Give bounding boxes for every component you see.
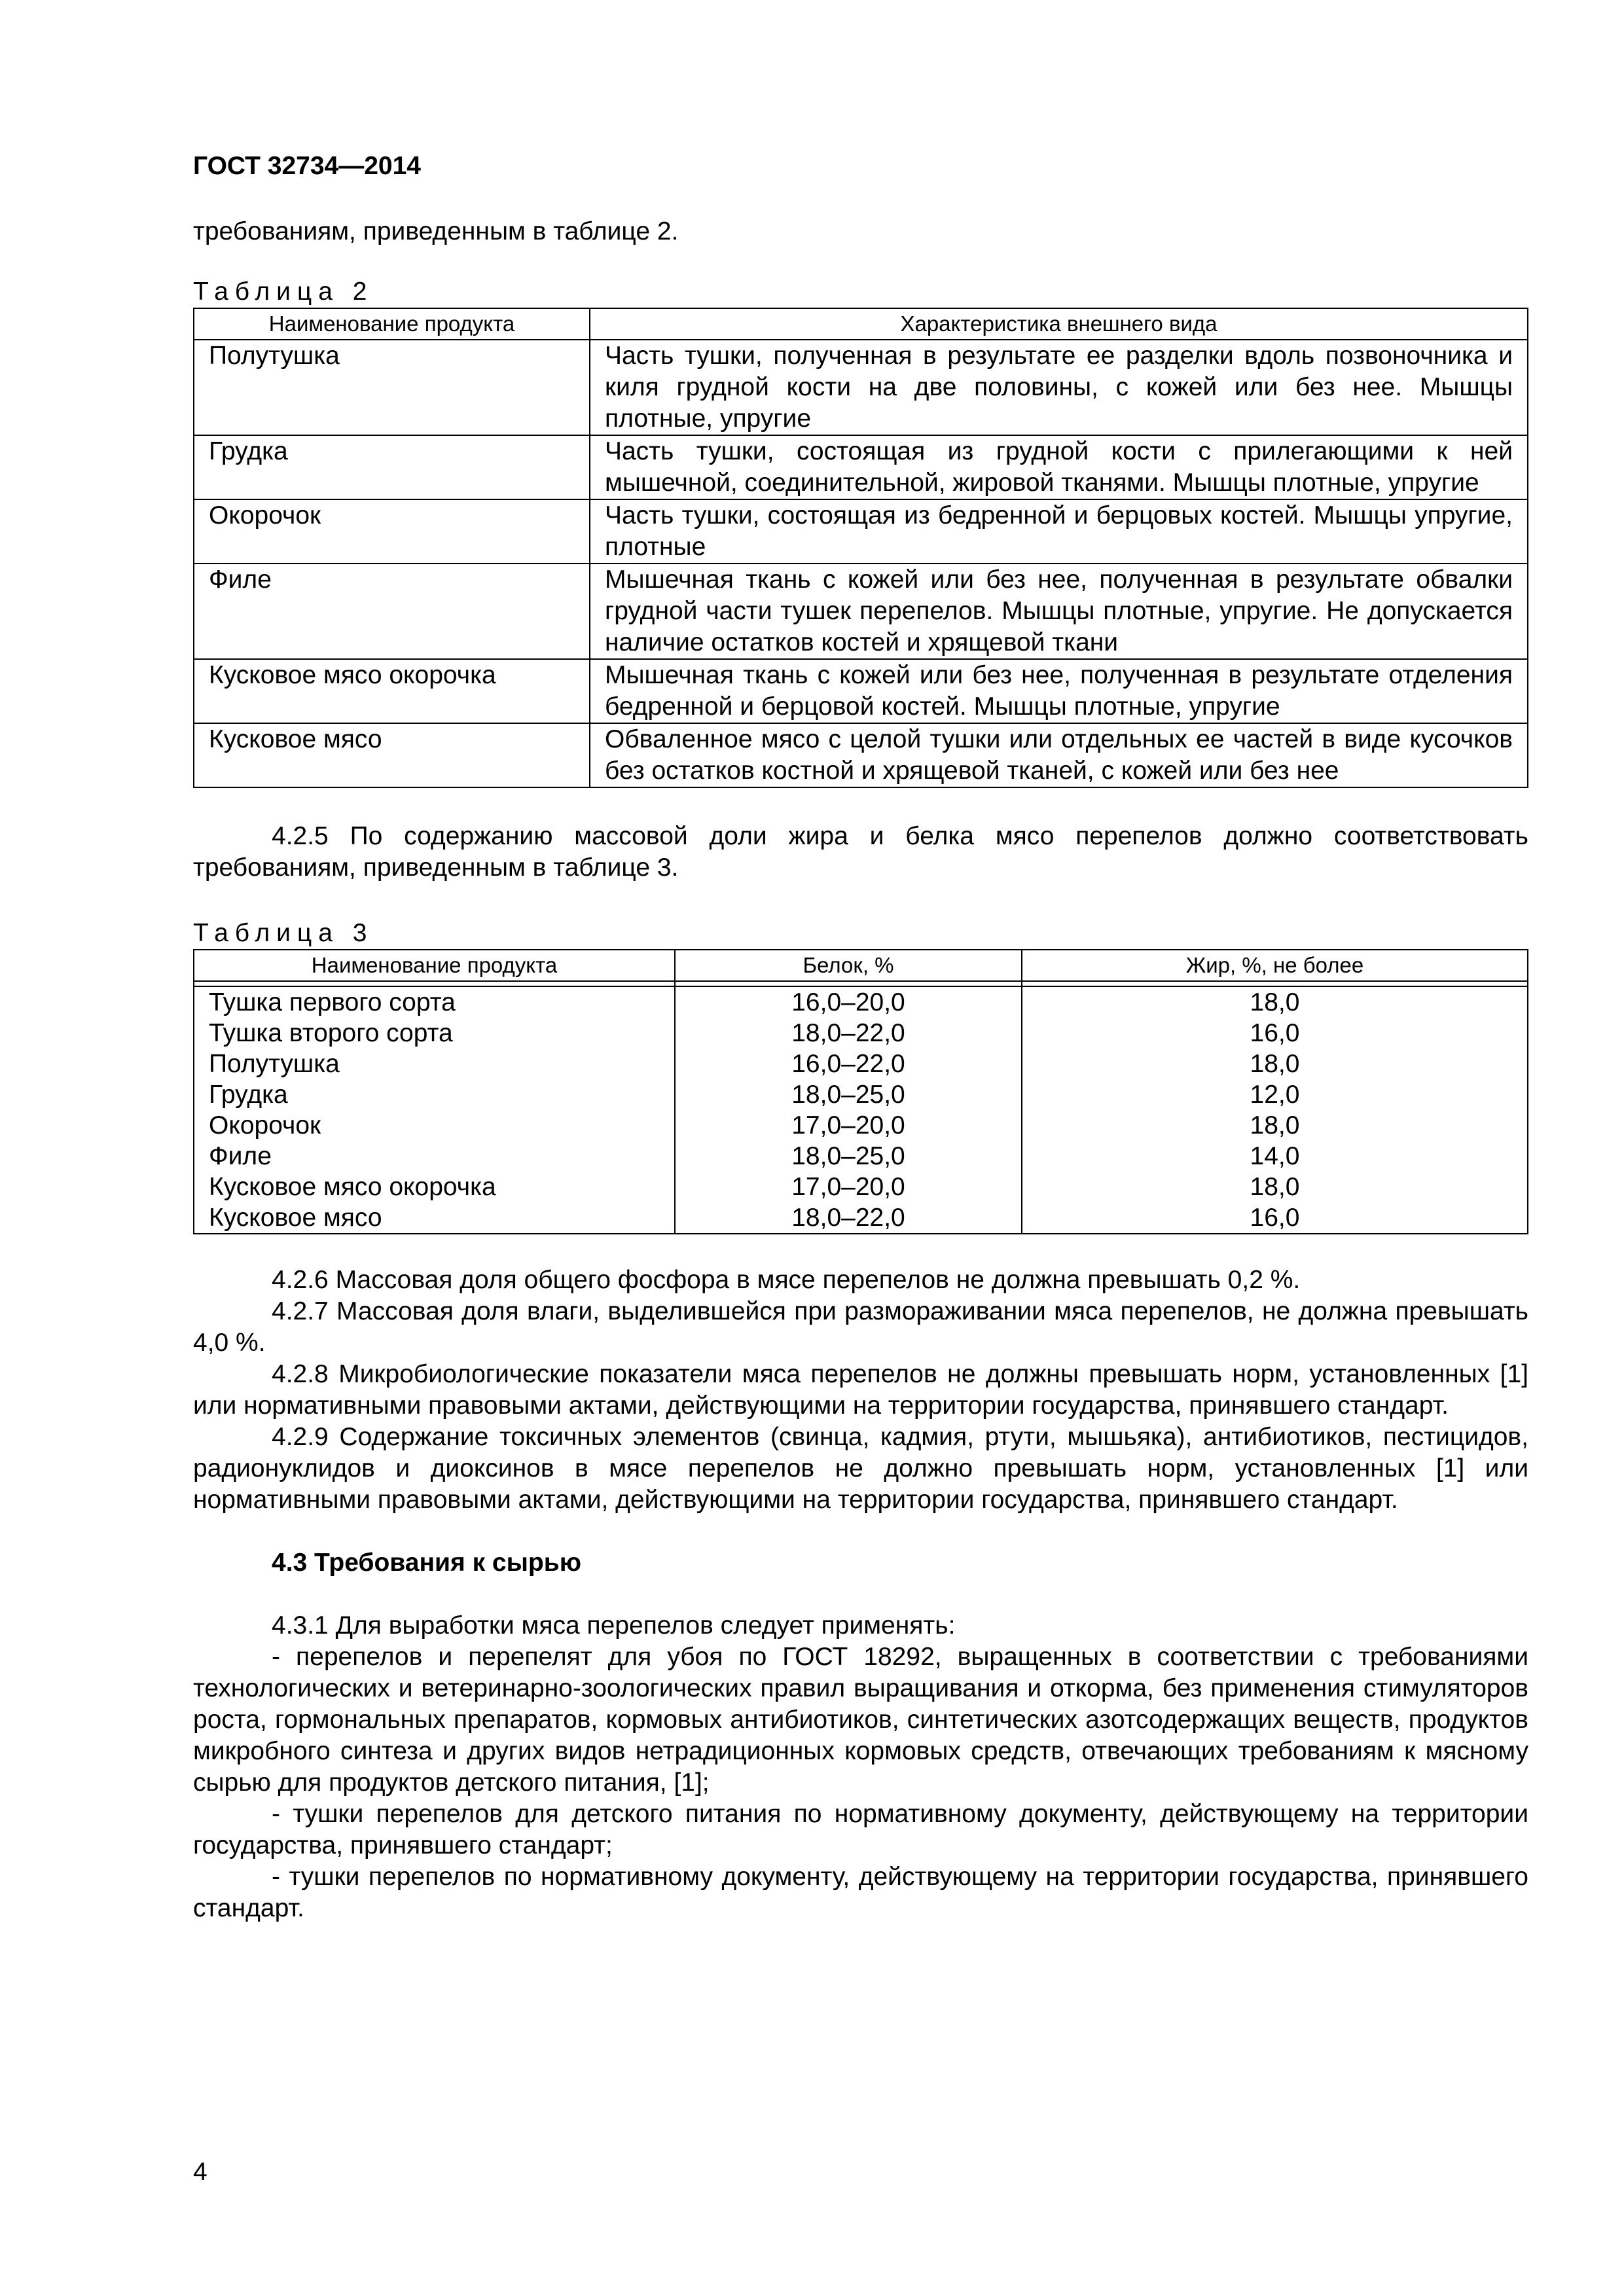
table-row — [194, 1079, 1528, 1110]
protein-value: 17,0–20,0 — [675, 1110, 1022, 1141]
table3-gap — [194, 981, 1528, 986]
table-row — [194, 1018, 1528, 1049]
protein-value: 17,0–20,0 — [675, 1172, 1022, 1202]
table-row — [194, 1172, 1528, 1202]
section-title-4-3: 4.3 Требования к сырью — [272, 1549, 582, 1577]
table-row — [194, 1141, 1528, 1172]
intro-text: требованиям, приведенным в таблице 2. — [193, 217, 679, 245]
table-row — [194, 564, 1528, 659]
product-name: Грудка — [194, 435, 590, 499]
product-desc: Мышечная ткань с кожей или без нее, полученная в результате обвалки грудной части тушек перепелов. Мышцы плотные, упругие. Не допускается наличие остатков костей и хрящевой ткани — [590, 564, 1528, 659]
paragraph-4-3-1: 4.3.1 Для выработки мяса перепелов следует применять: — [272, 1611, 956, 1640]
protein-value: 16,0–20,0 — [675, 986, 1022, 1018]
product-name: Окорочок — [194, 499, 590, 564]
product-name: Тушка первого сорта — [194, 986, 675, 1018]
paragraph-4-2-8: 4.2.8 Микробиологические показатели мяса перепелов не должны превышать норм, установленных [1] или нормативными правовыми актами, действующими на территории государства, принявшего стандарт. — [193, 1360, 1528, 1420]
product-desc: Обваленное мясо с целой тушки или отдельных ее частей в виде кусочков без остатков костной и хрящевой тканей, с кожей или без нее — [590, 723, 1528, 787]
table3-col-protein: Белок, % — [675, 950, 1022, 981]
table3-header-row — [194, 950, 1528, 981]
protein-value: 18,0–22,0 — [675, 1202, 1022, 1234]
paragraph-4-2-9: 4.2.9 Содержание токсичных элементов (свинца, кадмия, ртути, мышьяка), антибиотиков, пестицидов, радионуклидов и диоксинов в мясе перепелов не должно превышать норм, установленных [1] или нормативными правовыми актами, действующими на территории государства, принявшего стандарт. — [193, 1423, 1528, 1514]
fat-value: 16,0 — [1022, 1018, 1528, 1049]
protein-value: 18,0–25,0 — [675, 1079, 1022, 1110]
table2-col-name: Наименование продукта — [194, 308, 590, 340]
table3-col-fat: Жир, %, не более — [1022, 950, 1528, 981]
fat-value: 14,0 — [1022, 1141, 1528, 1172]
document-header: ГОСТ 32734—2014 — [193, 152, 421, 180]
product-desc: Часть тушки, состоящая из бедренной и берцовых костей. Мышцы упругие, плотные — [590, 499, 1528, 564]
table2-caption: Таблица 2 — [193, 278, 374, 306]
product-desc: Часть тушки, полученная в результате ее разделки вдоль позвоночника и киля грудной кости на две половины, с кожей или без нее. Мышцы плотные, упругие — [590, 340, 1528, 435]
product-desc: Мышечная ткань с кожей или без нее, полученная в результате отделения бедренной и берцовой костей. Мышцы плотные, упругие — [590, 659, 1528, 723]
protein-value: 16,0–22,0 — [675, 1049, 1022, 1079]
table-row — [194, 1202, 1528, 1234]
table-row — [194, 499, 1528, 564]
fat-value: 18,0 — [1022, 986, 1528, 1018]
product-name: Кусковое мясо окорочка — [194, 659, 590, 723]
product-name: Полутушка — [194, 1049, 675, 1079]
table3 — [193, 949, 1528, 1234]
product-name: Тушка второго сорта — [194, 1018, 675, 1049]
product-name: Кусковое мясо — [194, 723, 590, 787]
product-name: Окорочок — [194, 1110, 675, 1141]
table-row — [194, 1110, 1528, 1141]
product-name: Грудка — [194, 1079, 675, 1110]
table-row — [194, 986, 1528, 1018]
document-page — [193, 151, 1528, 1924]
paragraph-4-2-5: 4.2.5 По содержанию массовой доли жира и белка мясо перепелов должно соответствовать требованиям, приведенным в таблице 3. — [193, 822, 1528, 882]
protein-value: 18,0–22,0 — [675, 1018, 1022, 1049]
product-name: Филе — [194, 564, 590, 659]
table3-col-name: Наименование продукта — [194, 950, 675, 981]
table-row — [194, 435, 1528, 499]
paragraph-4-2-7: 4.2.7 Массовая доля влаги, выделившейся при размораживании мяса перепелов, не должна превышать 4,0 %. — [193, 1297, 1528, 1357]
paragraph-4-2-6: 4.2.6 Массовая доля общего фосфора в мясе перепелов не должна превышать 0,2 %. — [272, 1266, 1301, 1294]
fat-value: 16,0 — [1022, 1202, 1528, 1234]
table-row — [194, 723, 1528, 787]
protein-value: 18,0–25,0 — [675, 1141, 1022, 1172]
page-number: 4 — [193, 2158, 208, 2186]
product-name: Кусковое мясо — [194, 1202, 675, 1234]
bullet-item: - тушки перепелов для детского питания по нормативному документу, действующему на территории государства, принявшего стандарт; — [193, 1800, 1528, 1859]
fat-value: 18,0 — [1022, 1172, 1528, 1202]
table2-header-row — [194, 308, 1528, 340]
table-row — [194, 340, 1528, 435]
table-row — [194, 1049, 1528, 1079]
bullet-item: - тушки перепелов по нормативному документу, действующему на территории государства, принявшего стандарт. — [193, 1863, 1528, 1922]
product-name: Кусковое мясо окорочка — [194, 1172, 675, 1202]
table2-col-desc: Характеристика внешнего вида — [590, 308, 1528, 340]
fat-value: 18,0 — [1022, 1049, 1528, 1079]
table3-caption: Таблица 3 — [193, 919, 374, 947]
fat-value: 18,0 — [1022, 1110, 1528, 1141]
table2 — [193, 308, 1528, 788]
product-name: Филе — [194, 1141, 675, 1172]
product-name: Полутушка — [194, 340, 590, 435]
product-desc: Часть тушки, состоящая из грудной кости с прилегающими к ней мышечной, соединительной, жировой тканями. Мышцы плотные, упругие — [590, 435, 1528, 499]
table-row — [194, 659, 1528, 723]
bullet-item: - перепелов и перепелят для убоя по ГОСТ 18292, выращенных в соответствии с требованиями технологических и ветеринарно-зоологических правил выращивания и откорма, без применения стимуляторов роста, гормональных препаратов, кормовых антибиотиков, синтетических азотсодержащих веществ, продуктов микробного синтеза и других видов нетрадиционных кормовых средств, отвечающих требованиям к мясному сырью для продуктов детского питания, [1]; — [193, 1643, 1528, 1797]
fat-value: 12,0 — [1022, 1079, 1528, 1110]
